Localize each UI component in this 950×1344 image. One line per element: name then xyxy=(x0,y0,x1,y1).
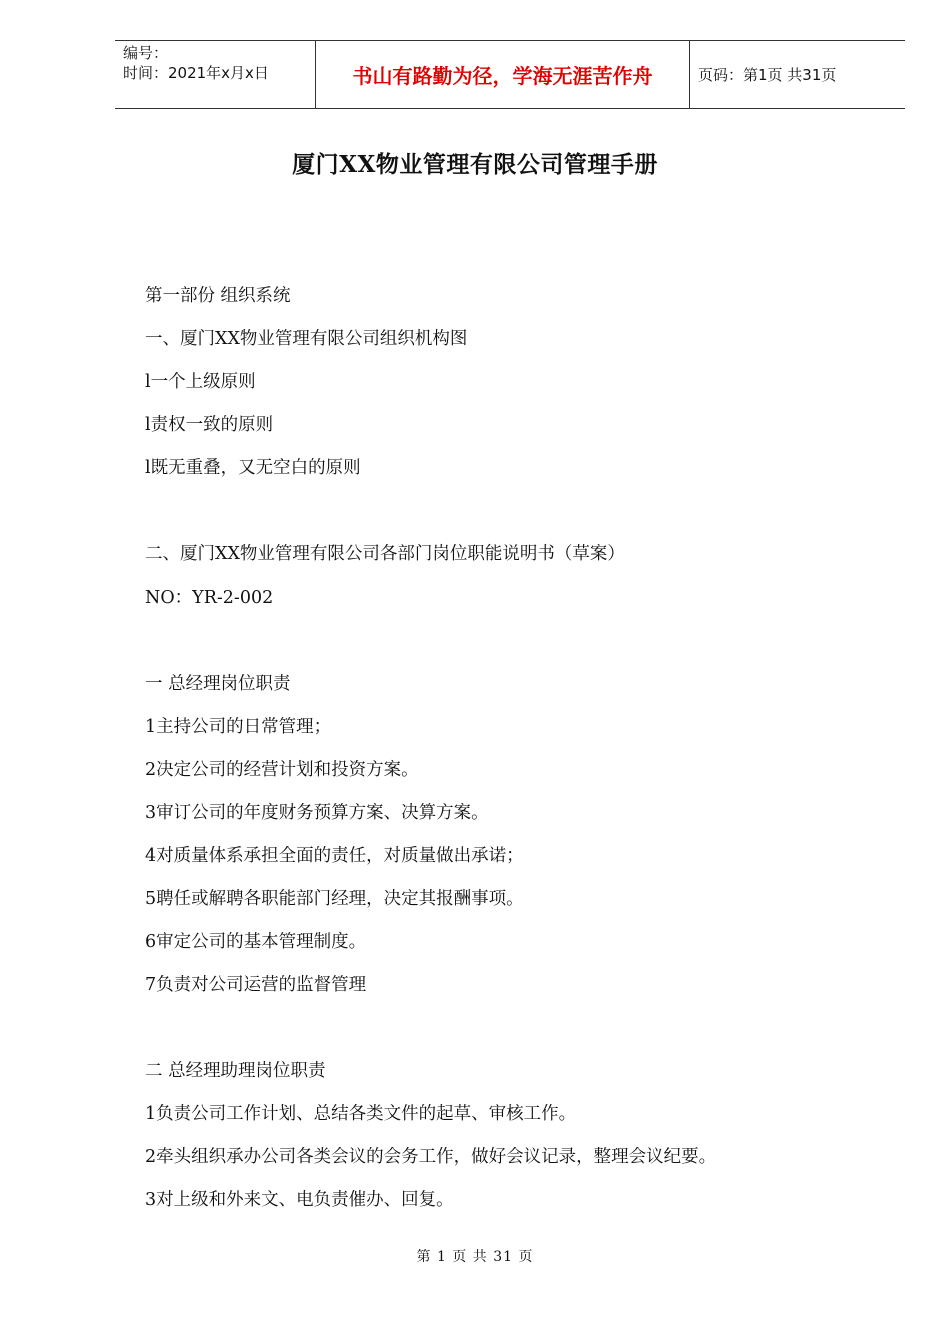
duty-item: 7负责对公司运营的监督管理 xyxy=(145,975,367,995)
page-header xyxy=(115,40,905,109)
subsection-heading: 一、厦门XX物业管理有限公司组织机构图 xyxy=(145,329,468,349)
page-footer: 第 1 页 共 31 页 xyxy=(416,1249,534,1265)
bullet-item: l一个上级原则 xyxy=(145,372,256,392)
role-heading: 一 总经理岗位职责 xyxy=(145,674,291,694)
bullet-item: l责权一致的原则 xyxy=(145,415,274,435)
duty-item: 3审订公司的年度财务预算方案、决算方案。 xyxy=(145,803,489,823)
bullet-item: l既无重叠，又无空白的原则 xyxy=(145,458,361,478)
serial-number-label: 编号： xyxy=(123,44,169,62)
duty-item: 1负责公司工作计划、总结各类文件的起草、审核工作。 xyxy=(145,1104,577,1124)
header-page-number: 页码：第1页 共31页 xyxy=(698,66,837,84)
time-label: 时间：2021年x月x日 xyxy=(123,64,269,82)
role-heading: 二 总经理助理岗位职责 xyxy=(145,1061,326,1081)
document-number: NO：YR-2-002 xyxy=(145,588,274,608)
duty-item: 2牵头组织承办公司各类会议的会务工作，做好会议记录，整理会议纪要。 xyxy=(145,1147,717,1167)
subsection-heading: 二、厦门XX物业管理有限公司各部门岗位职能说明书（草案） xyxy=(145,544,625,564)
duty-item: 4对质量体系承担全面的责任，对质量做出承诺； xyxy=(145,846,524,866)
duty-item: 1主持公司的日常管理； xyxy=(145,717,332,737)
section-heading: 第一部份 组织系统 xyxy=(145,286,291,306)
document-title: 厦门XX物业管理有限公司管理手册 xyxy=(292,151,658,178)
duty-item: 5聘任或解聘各职能部门经理，决定其报酬事项。 xyxy=(145,889,524,909)
header-motto: 书山有路勤为径，学海无涯苦作舟 xyxy=(316,41,690,108)
duty-item: 3对上级和外来文、电负责催办、回复。 xyxy=(145,1190,454,1210)
duty-item: 6审定公司的基本管理制度。 xyxy=(145,932,367,952)
header-meta xyxy=(115,41,316,108)
duty-item: 2决定公司的经营计划和投资方案。 xyxy=(145,760,419,780)
